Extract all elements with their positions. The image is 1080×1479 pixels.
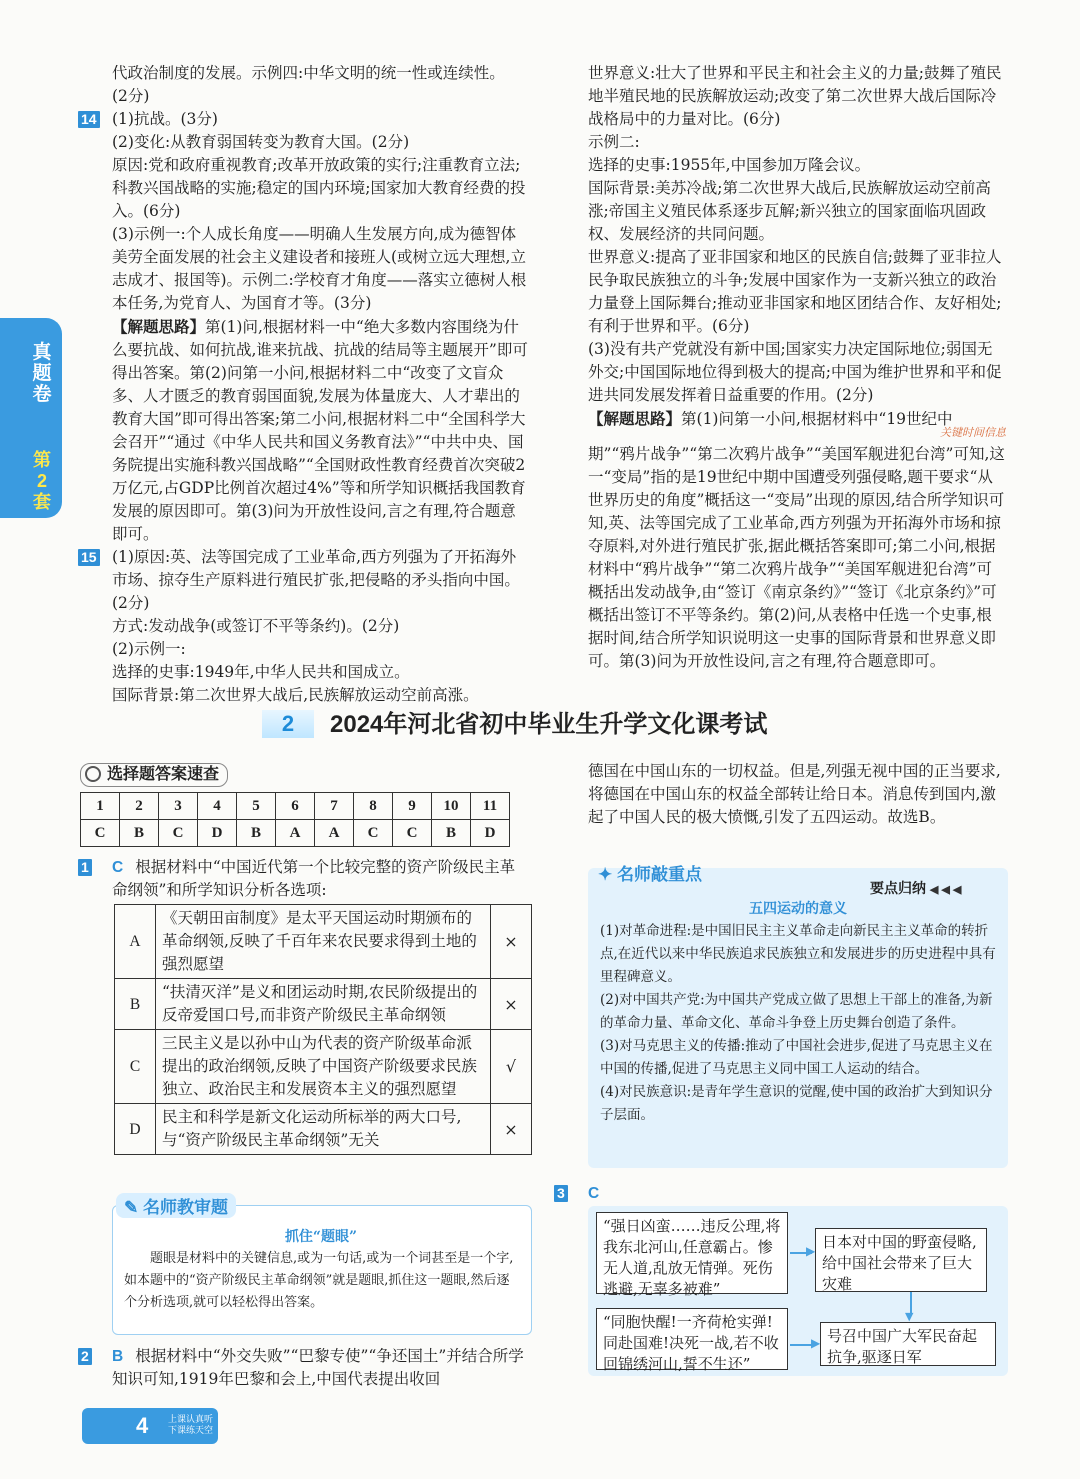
- answer-letter: B: [112, 1348, 124, 1365]
- question-text: 根据材料中“中国近代第一个比较完整的资产阶级民主革命纲领”和所学知识分析各选项:: [112, 858, 516, 899]
- answer-key-answers: [81, 820, 510, 847]
- key-answer: C: [81, 820, 120, 847]
- slogan-line: 上课认真听: [168, 1414, 214, 1424]
- option-letter: C: [115, 1030, 156, 1104]
- teacher-review-head-text: 名师教审题: [142, 1198, 228, 1217]
- key-number: 10: [432, 793, 471, 820]
- key-point-item: (4)对民族意识:是青年学生意识的觉醒,使中国的政治扩大到知识分子层面。: [600, 1084, 993, 1123]
- pencil-icon: ✎: [124, 1198, 139, 1217]
- top-right-column: [588, 62, 1006, 673]
- key-answer: C: [159, 820, 198, 847]
- pin-icon: ✦: [598, 865, 613, 884]
- question-2-continued: 德国在中国山东的一切权益。但是,列强无视中国的正当要求,将德国在中国山东的权益全部转让给日本。消息传到国内,激起了中国人民的极大愤慨,引发了五四运动。故选B。: [588, 762, 1001, 826]
- q14-part3: (3)示例一:个人成长角度——明确人生发展方向,成为德智体美劳全面发展的社会主义建设者和接班人(或树立远大理想,立志成才、报国等)。示例二:学校育才角度——落实立德树人根本任务,为党育人、为国育才等。(3分): [112, 225, 527, 312]
- page-number: 4: [136, 1413, 149, 1438]
- key-number: 4: [198, 793, 237, 820]
- teacher-review-sub: 抓住“题眼”: [284, 1229, 358, 1245]
- text-line: 世界意义:壮大了世界和平民主和社会主义的力量;鼓舞了殖民地半殖民地的民族解放运动;改变了第二次世界大战后国际冷战格局中的力量对比。(6分): [588, 64, 1002, 128]
- q15-method: 方式:发动战争(或签订不平等条约)。(2分): [112, 617, 400, 635]
- key-point-item: (1)对革命进程:是中国旧民主主义革命走向新民主主义革命的转折点,在近代以来中华民族追求民族独立和发展进步的历史进程中具有里程碑意义。: [600, 923, 996, 985]
- text-line: 世界意义:提高了亚非国家和地区的民族自信;鼓舞了亚非拉人民争取民族独立的斗争;发展中国家作为一支新兴独立的政治力量登上国际舞台;推动亚非国家和地区团结合作、友好相处;有利于世界和平。(6分): [588, 248, 1002, 335]
- solution-tag: 【解题思路】: [588, 409, 682, 428]
- answer-key-table: [80, 792, 510, 847]
- quick-answer-label: [80, 763, 228, 787]
- solution-tag: 【解题思路】: [112, 317, 206, 336]
- flow-box-result-1: 日本对中国的野蛮侵略,给中国社会带来了巨大灾难: [815, 1228, 987, 1292]
- question-number-15: 15: [78, 549, 100, 566]
- text-line: 示例二:: [588, 133, 640, 151]
- key-answer: D: [471, 820, 510, 847]
- key-points-head-text: 名师敲重点: [616, 865, 702, 884]
- option-letter: A: [115, 905, 156, 979]
- key-answer: A: [315, 820, 354, 847]
- arrow-down-icon: ▼: [905, 1310, 914, 1323]
- option-text: 《天朝田亩制度》是太平天国运动时期颁布的革命纲领,反映了千百年来农民要求得到土地的强烈愿望: [156, 905, 491, 979]
- options-table-wrap: [114, 904, 532, 1155]
- annotation-note: 关键时间信息: [940, 426, 1006, 439]
- arrow-left-icon: ◀ ◀ ◀: [929, 884, 962, 896]
- key-number: 5: [237, 793, 276, 820]
- key-answer: A: [276, 820, 315, 847]
- teacher-review-head: [116, 1193, 236, 1218]
- option-mark: ×: [491, 1104, 532, 1155]
- flow-box-quote-2: “同胞快醒!一齐荷枪实弹!同赴国难!决死一战,若不收回锦绣河山,誓不生还”: [596, 1308, 788, 1370]
- option-row: [115, 979, 532, 1030]
- q15-example: (2)示例一:: [112, 640, 186, 658]
- flow-box-quote-1: “强日凶蛮……违反公理,将我东北河山,任意霸占。惨无人道,乱放无情弹。死伤逃避,无辜多被难”: [596, 1212, 788, 1294]
- option-text: “扶清灭洋”是义和团运动时期,农民阶级提出的反帝爱国口号,而非资产阶级民主革命纲领: [156, 979, 491, 1030]
- answer-letter: C: [588, 1185, 600, 1202]
- key-points-label: [870, 878, 961, 898]
- question-2: [81, 1345, 530, 1391]
- option-row: [115, 1104, 532, 1155]
- q14-part2: (2)变化:从教育弱国转变为教育大国。(2分): [112, 133, 410, 151]
- page-slogan: [168, 1414, 213, 1436]
- key-number: 2: [120, 793, 159, 820]
- q14-reasons: 原因:党和政府重视教育;改革开放政策的实行;注重教育立法;科教兴国战略的实施;稳定的国内环境;国家加大教育经费的投入。(6分): [112, 156, 526, 220]
- option-mark: √: [491, 1030, 532, 1104]
- q15-event: 选择的史事:1949年,中华人民共和国成立。: [112, 663, 410, 681]
- option-letter: B: [115, 979, 156, 1030]
- text-line: (2分): [112, 87, 150, 105]
- text-line: 国际背景:美苏冷战;第二次世界大战后,民族解放运动空前高涨;帝国主义殖民体系逐步瓦解;新兴独立的国家面临巩固政权、发展经济的共同问题。: [588, 179, 991, 243]
- key-answer: D: [198, 820, 237, 847]
- slogan-line: 下课练天空: [168, 1425, 214, 1435]
- key-number: 8: [354, 793, 393, 820]
- text-line: (3)没有共产党就没有新中国;国家实力决定国际地位;弱国无外交;中国国际地位得到极大的提高;中国为维护世界和平和促进共同发展发挥着日益重要的作用。(2分): [588, 340, 1002, 404]
- option-text: 三民主义是以孙中山为代表的资产阶级革命派提出的政治纲领,反映了中国资产阶级要求民族独立、政治民主和发展资本主义的强烈愿望: [156, 1030, 491, 1104]
- options-table: [114, 904, 532, 1155]
- key-number: 7: [315, 793, 354, 820]
- option-mark: ×: [491, 905, 532, 979]
- section-number: 2: [262, 710, 314, 738]
- key-points-title: 五四运动的意义: [749, 901, 847, 917]
- side-tab-set: 第2套: [33, 450, 51, 512]
- solution-text: 期”“鸦片战争”“第二次鸦片战争”“美国军舰进犯台湾”可知,这一“变局”指的是19世纪中期中国遭受列强侵略,题干要求“从世界历史的角度”概括这一“变局”出现的原因,结合所学知识可知,英、法等国完成了工业革命,西方列强为开拓海外市场和掠夺原料,对外进行殖民扩张,据此概括答案即可;第二小问,根据材料中“鸦片战争”“第二次鸦片战争”“美国军舰进犯台湾”可概括出发动战争,由“签订《南京条约》”“签订《北京条约》”可概括出签订不平等条约。第(2)问,从表格中任选一个史事,根据时间,结合所学知识说明这一史事的国际背景和世界意义即可。第(3)问为开放性设问,言之有理,符合题意即可。: [588, 445, 1005, 670]
- key-answer: B: [237, 820, 276, 847]
- flow-box-result-2: 号召中国广大军民奋起抗争,驱逐日军: [820, 1322, 996, 1366]
- question-3: [557, 1182, 1006, 1205]
- side-tab-title: 真题卷: [32, 342, 52, 405]
- question-text: 根据材料中“外交失败”“巴黎专使”“争还国土”并结合所学知识可知,1919年巴黎和会上,中国代表提出收回: [112, 1347, 524, 1388]
- key-number: 11: [471, 793, 510, 820]
- solution-text: 第(1)问第一小问,根据材料中“19世纪中: [681, 410, 953, 428]
- q15-part1: (1)原因:英、法等国完成了工业革命,西方列强为了开拓海外市场、掠夺生产原料进行殖民扩张,把侵略的矛头指向中国。(2分): [112, 548, 520, 612]
- answer-letter: C: [112, 859, 124, 876]
- section-title-text: 2024年河北省初中毕业生升学文化课考试: [330, 711, 768, 738]
- top-left-column: [81, 62, 530, 707]
- key-points-list: [600, 920, 1002, 1127]
- key-answer: B: [120, 820, 159, 847]
- key-answer: C: [354, 820, 393, 847]
- text-line: 选择的史事:1955年,中国参加万隆会议。: [588, 156, 871, 174]
- arrow-right-icon: ▶: [806, 1244, 816, 1258]
- key-answer: B: [432, 820, 471, 847]
- option-row: [115, 1030, 532, 1104]
- key-point-item: (3)对马克思主义的传播:推动了中国社会进步,促进了马克思主义在中国的传播,促进了马克思主义同中国工人运动的结合。: [600, 1038, 993, 1077]
- key-points-label-text: 要点归纳: [870, 880, 926, 896]
- option-letter: D: [115, 1104, 156, 1155]
- question-number-14: 14: [78, 111, 100, 128]
- arrow-right-icon: ▶: [811, 1336, 821, 1350]
- teacher-review-body: 题眼是材料中的关键信息,或为一句话,或为一个词甚至是一个字,如本题中的“资产阶级民主革命纲领”就是题眼,抓住这一题眼,然后逐个分析选项,就可以轻松得出答案。: [124, 1251, 514, 1310]
- question-number-1: 1: [78, 859, 92, 876]
- question-number-3: 3: [554, 1185, 568, 1202]
- key-answer: C: [393, 820, 432, 847]
- answer-icon: [85, 766, 101, 782]
- option-mark: ×: [491, 979, 532, 1030]
- question-1: [81, 856, 530, 902]
- text-line: 代政治制度的发展。示例四:中华文明的统一性或连续性。: [112, 64, 505, 82]
- key-number: 3: [159, 793, 198, 820]
- q14-solution: 第(1)问,根据材料一中“绝大多数内容围绕为什么要抗战、如何抗战,谁来抗战、抗战的结局等主题展开”即可得出答案。第(2)问第一小问,根据材料二中“改变了文盲众多、人才匮乏的教育弱国面貌,发展为体量庞大、人才辈出的教育大国”即可得出答案;第二小问,根据材料二中“全国科学大会召开”“通过《中华人民共和国义务教育法》”“中共中央、国务院提出实施科教兴国战略”“全国财政性教育经费首次突破2万亿元,占GDP比例首次超过4%”等和所学知识概括我国教育发展的原因即可。第(3)问为开放性设问,言之有理,符合题意即可。: [112, 318, 528, 543]
- q15-background: 国际背景:第二次世界大战后,民族解放运动空前高涨。: [112, 686, 479, 704]
- key-point-item: (2)对中国共产党:为中国共产党成立做了思想上干部上的准备,为新的革命力量、革命文化、革命斗争登上历史舞台创造了条件。: [600, 992, 993, 1031]
- q14-part1: (1)抗战。(3分): [112, 110, 218, 128]
- key-number: 9: [393, 793, 432, 820]
- option-text: 民主和科学是新文化运动所标举的两大口号,与“资产阶级民主革命纲领”无关: [156, 1104, 491, 1155]
- quick-label-text: 选择题答案速查: [107, 766, 220, 783]
- question-number-2: 2: [78, 1348, 92, 1365]
- key-points-head: [590, 860, 710, 885]
- option-row: [115, 905, 532, 979]
- answer-key-numbers: [81, 793, 510, 820]
- key-number: 6: [276, 793, 315, 820]
- key-number: 1: [81, 793, 120, 820]
